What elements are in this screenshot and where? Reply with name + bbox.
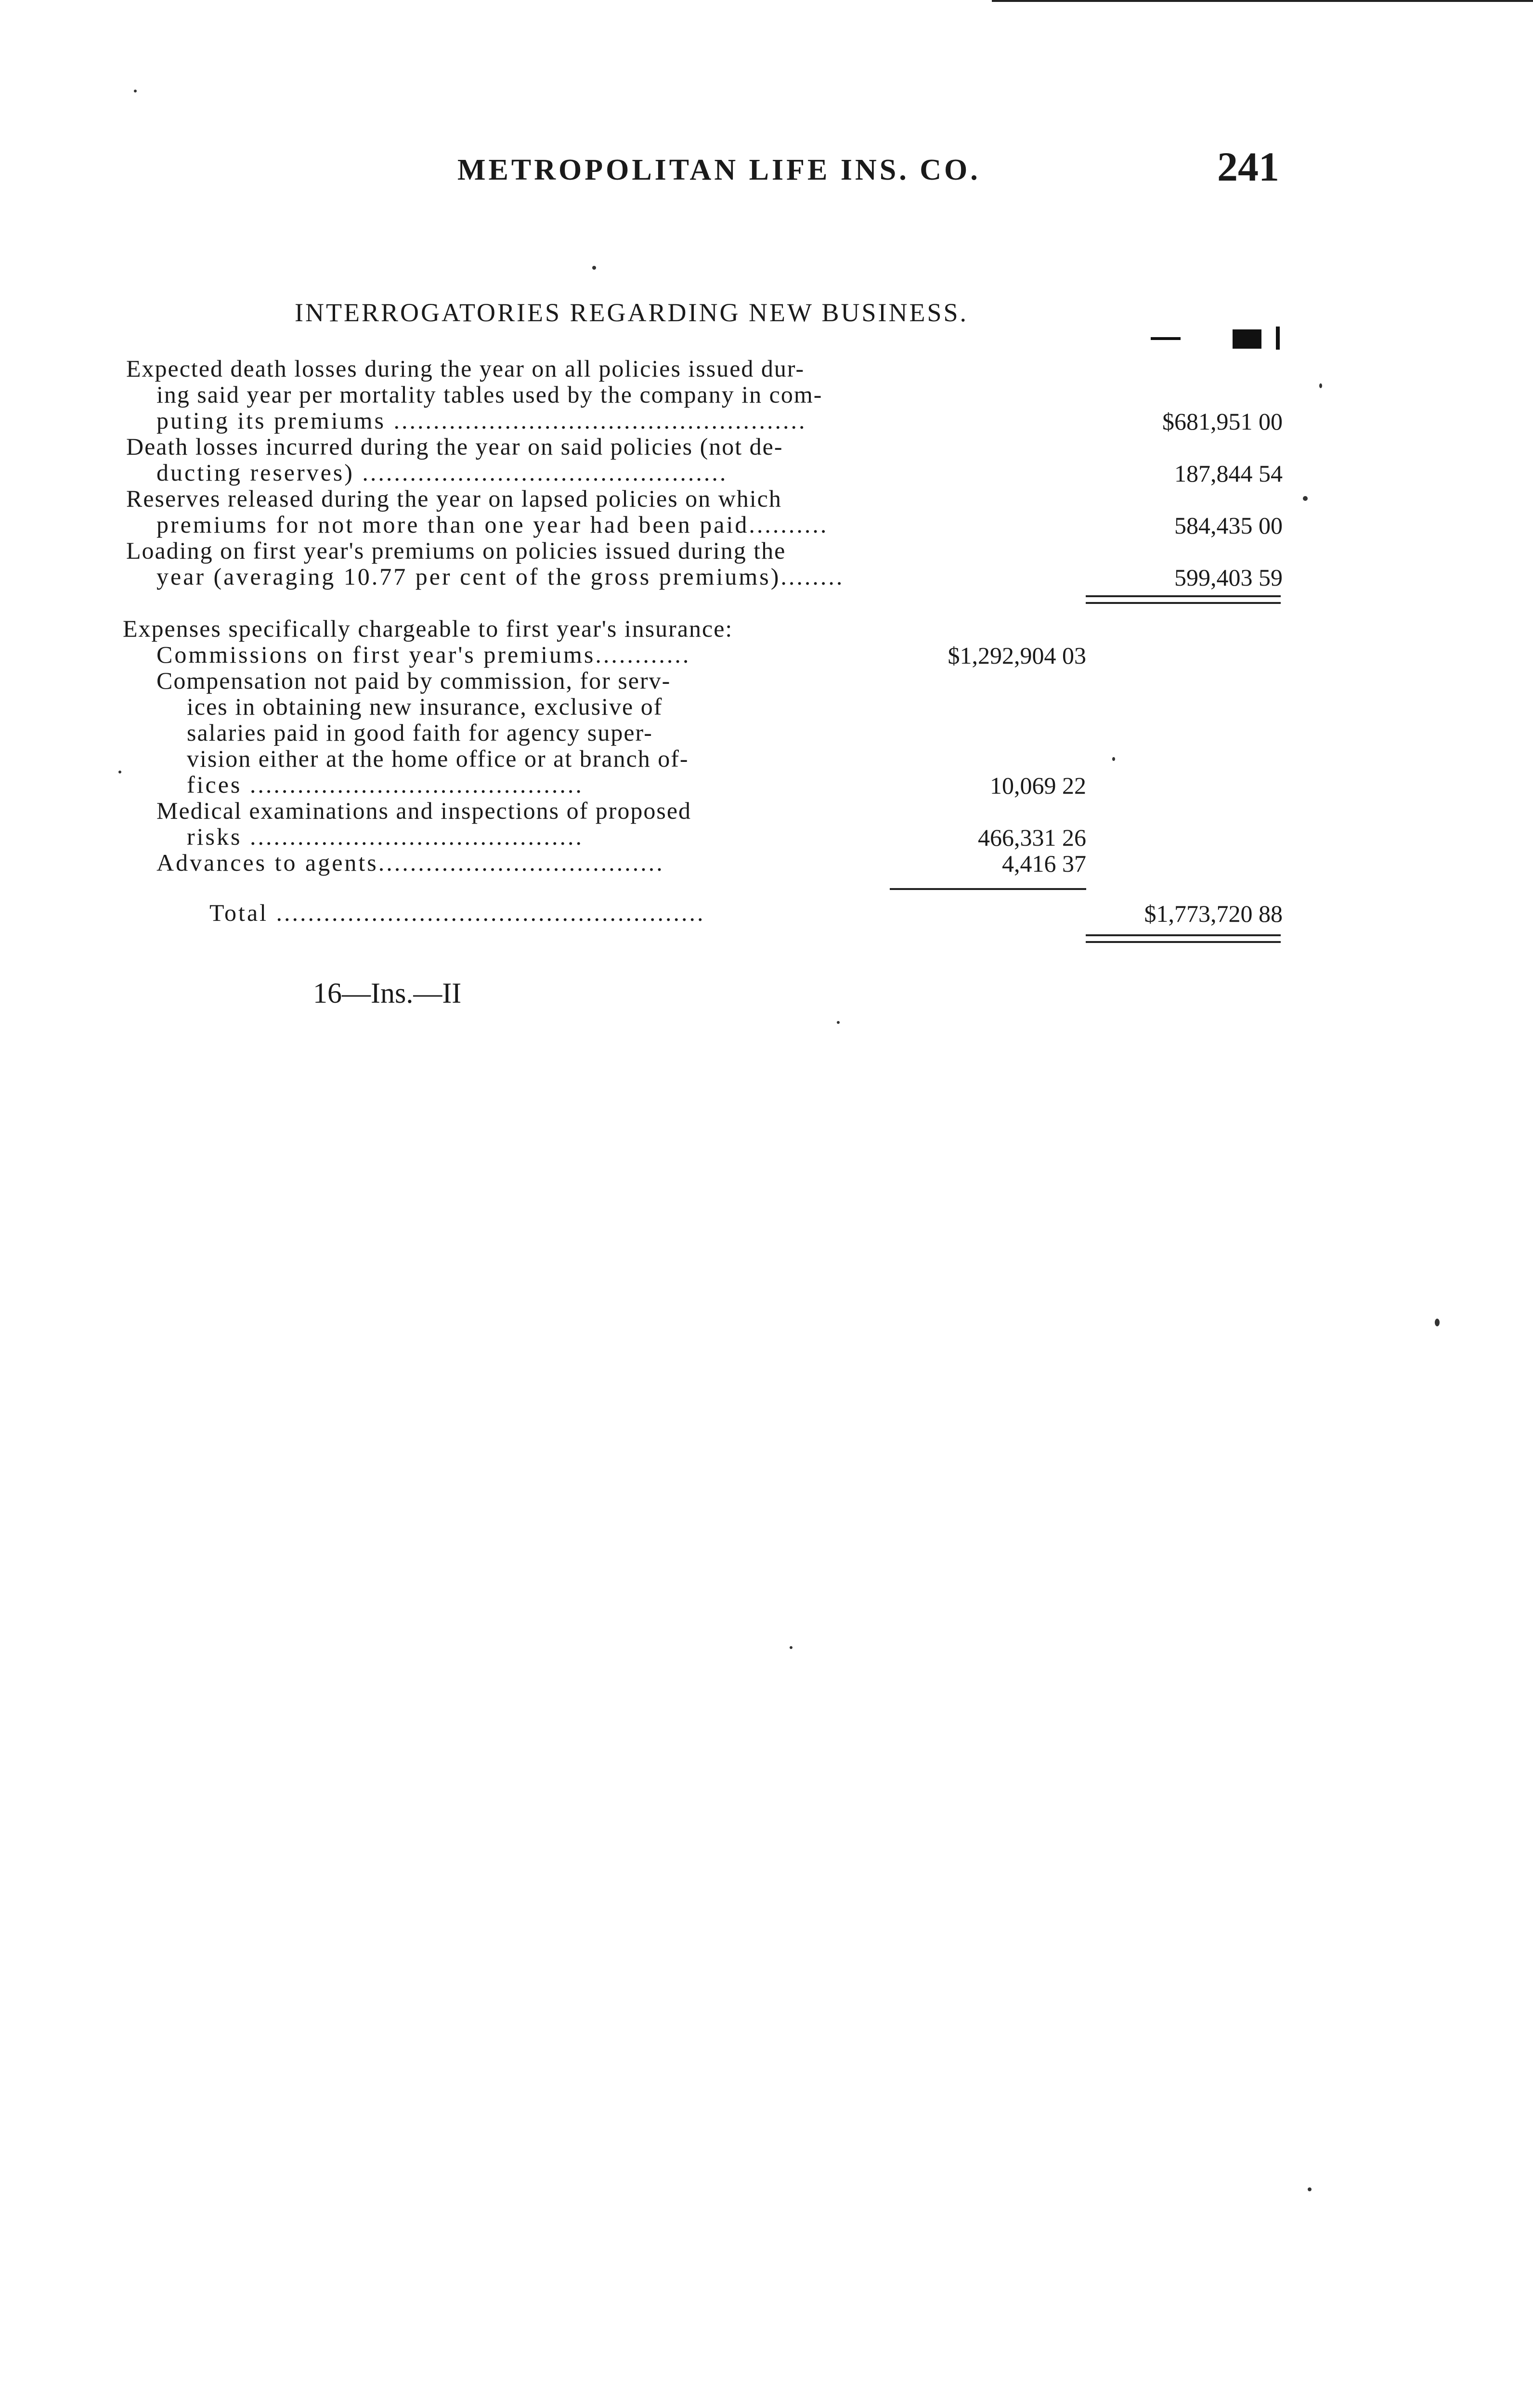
item-3-text: premiums for not more than one year had been paid: [156, 511, 749, 538]
item-1-amount: $681,951 00: [1162, 408, 1283, 435]
item-2-amount: 187,844 54: [1174, 460, 1283, 487]
commissions-amount: $1,292,904 03: [948, 642, 1086, 669]
medical-text: risks: [187, 823, 242, 850]
scan-speck: [837, 1021, 840, 1024]
scan-speck: [1303, 496, 1308, 501]
compensation-line-5: fices ..........................................: [187, 771, 584, 798]
item-2-text: ducting reserves): [156, 459, 354, 486]
page-footer-code: 16—Ins.—II: [313, 977, 462, 1009]
scan-speck: [592, 266, 596, 270]
commissions-line: Commissions on first year's premiums............: [156, 641, 691, 668]
total-amount: $1,773,720 88: [1144, 900, 1283, 927]
item-3-line-1: Reserves released during the year on lapsed policies on which: [126, 485, 782, 512]
medical-amount: 466,331 26: [978, 824, 1086, 851]
scan-mark: [1276, 327, 1280, 350]
scan-mark: [1233, 329, 1261, 349]
medical-line-2: risks ..........................................: [187, 823, 584, 850]
scan-speck: [118, 771, 121, 773]
medical-line-1: Medical examinations and inspections of proposed: [156, 797, 692, 824]
advances-amount: 4,416 37: [1002, 850, 1086, 877]
scan-speck: [1308, 2187, 1312, 2191]
advances-line: Advances to agents....................................: [156, 849, 664, 876]
subtotal-rule: [890, 888, 1086, 890]
total-double-rule: [1086, 941, 1281, 943]
total-line: Total ......................................................: [209, 899, 705, 926]
scan-speck: [1435, 1319, 1440, 1326]
running-title: METROPOLITAN LIFE INS. CO.: [457, 154, 981, 186]
compensation-line-1: Compensation not paid by commission, for serv-: [156, 667, 671, 694]
compensation-line-3: salaries paid in good faith for agency super-: [187, 719, 653, 746]
compensation-line-2: ices in obtaining new insurance, exclusive of: [187, 693, 663, 720]
double-rule: [1086, 595, 1281, 597]
scan-top-edge: [992, 0, 1533, 2]
compensation-amount: 10,069 22: [990, 772, 1086, 799]
item-1-line-3: puting its premiums ....................................................: [156, 407, 807, 434]
item-1-line-1: Expected death losses during the year on all policies issued dur-: [126, 355, 805, 382]
advances-text: Advances to agents: [156, 849, 378, 876]
item-4-text: year (averaging 10.77 per cent of the gross premiums): [156, 563, 781, 590]
double-rule: [1086, 602, 1281, 604]
scan-speck: [134, 90, 137, 92]
item-4-line-1: Loading on first year's premiums on policies issued during the: [126, 537, 786, 564]
compensation-line-4: vision either at the home office or at branch of-: [187, 745, 689, 772]
section-title: INTERROGATORIES REGARDING NEW BUSINESS.: [295, 298, 969, 327]
item-1-text: puting its premiums: [156, 407, 386, 434]
scan-mark: [1151, 337, 1181, 340]
total-double-rule: [1086, 934, 1281, 936]
page-number: 241: [1217, 144, 1279, 190]
item-3-line-2: premiums for not more than one year had been paid..........: [156, 511, 829, 538]
item-4-line-2: year (averaging 10.77 per cent of the gross premiums)........: [156, 563, 844, 590]
item-2-line-2: ducting reserves) ..............................................: [156, 459, 728, 486]
expenses-heading: Expenses specifically chargeable to first year's insurance:: [123, 615, 733, 642]
commissions-text: Commissions on first year's premiums: [156, 641, 596, 668]
scan-speck: [790, 1646, 792, 1649]
item-1-line-2: ing said year per mortality tables used by the company in com-: [156, 381, 823, 408]
item-2-line-1: Death losses incurred during the year on said policies (not de-: [126, 433, 783, 460]
item-3-amount: 584,435 00: [1174, 512, 1283, 539]
scan-speck: [1319, 383, 1322, 388]
compensation-text: fices: [187, 771, 242, 798]
item-4-amount: 599,403 59: [1174, 564, 1283, 591]
scan-speck: [1112, 757, 1115, 761]
total-label: Total: [209, 899, 269, 926]
